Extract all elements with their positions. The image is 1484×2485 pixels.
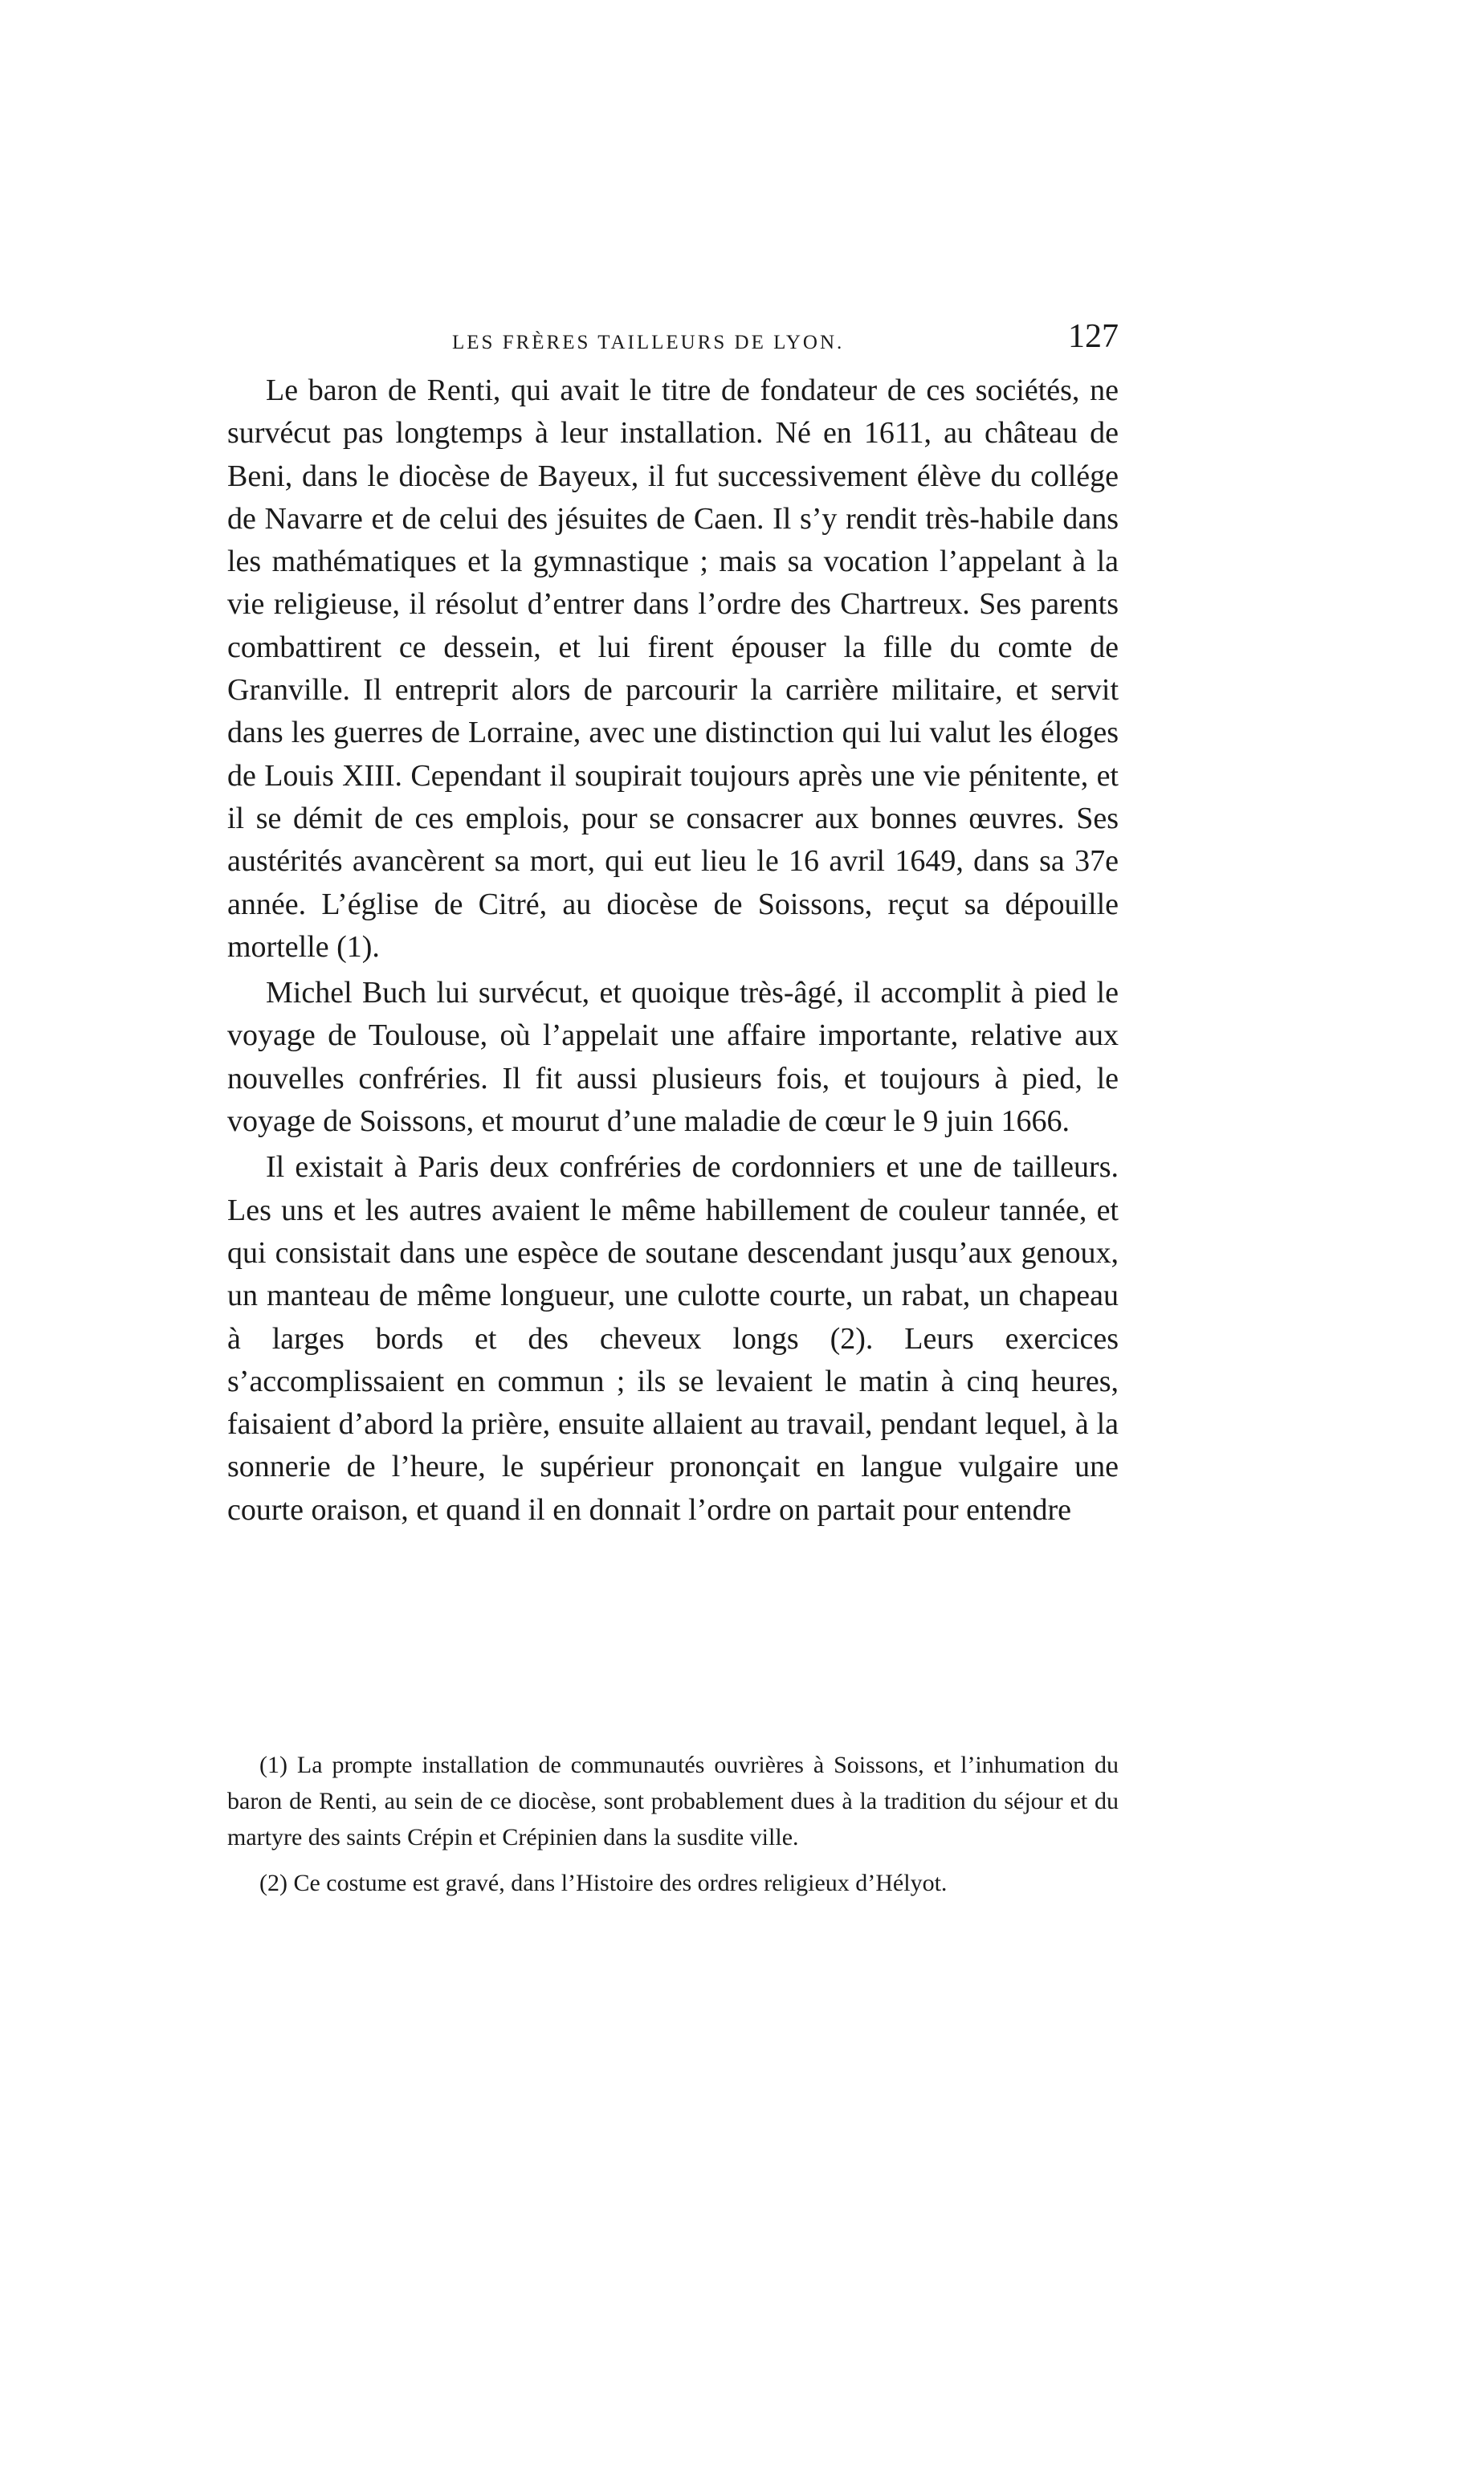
page-number: 127 xyxy=(1068,318,1119,355)
paragraph-michel-buch: Michel Buch lui survécut, et quoique très-âgé, il accomplit à pied le voyage de Toulouse, où l’appelait une affaire importante, relative aux nouvelles confréries. Il fit aussi plusieurs fois, et toujours à pied, le voyage de Soissons, et mourut d’une maladie de cœur le 9 juin 1666. xyxy=(227,976,1119,1139)
paragraph-confreries-paris: Il existait à Paris deux confréries de cordonniers et une de tailleurs. Les uns et les autres avaient le même habillement de couleur tannée, et qui consistait dans une espèce de soutane descendant jusqu’aux genoux, un manteau de même longueur, une culotte courte, un rabat, un chapeau à larges bords et des cheveux longs (2). Leurs exercices s’accomplissaient en commun ; ils se levaient le matin à cinq heures, faisaient d’abord la prière, ensuite allaient au travail, pendant lequel, à la sonnerie de l’heure, le supérieur prononçait en langue vulgaire une courte oraison, et quand il en donnait l’ordre on partait pour entendre xyxy=(227,1150,1119,1527)
paragraph-baron-de-renti: Le baron de Renti, qui avait le titre de fondateur de ces sociétés, ne survécut pas longtemps à leur installation. Né en 1611, au château de Beni, dans le diocèse de Bayeux, il fut successivement élève du collége de Navarre et de celui des jésuites de Caen. Il s’y rendit très-habile dans les mathématiques et la gymnastique ; mais sa vocation l’appelant à la vie religieuse, il résolut d’entrer dans l’ordre des Chartreux. Ses parents combattirent ce dessein, et lui firent épouser la fille du comte de Granville. Il entreprit alors de parcourir la carrière militaire, et servit dans les guerres de Lorraine, avec une distinction qui lui valut les éloges de Louis XIII. Cependant il soupirait toujours après une vie pénitente, et il se démit de ces emplois, pour se consacrer aux bonnes œuvres. Ses austérités avancèrent sa mort, qui eut lieu le 16 avril 1649, dans sa 37e année. L’église de Citré, au diocèse de Soissons, reçut sa dépouille mortelle (1). xyxy=(227,373,1119,964)
running-head: LES FRÈRES TAILLEURS DE LYON. xyxy=(452,332,845,353)
footnote-2: (2) Ce costume est gravé, dans l’Histoire des ordres religieux d’Hélyot. xyxy=(259,1870,948,1896)
page-header xyxy=(227,317,1119,365)
footnotes xyxy=(227,1747,1119,1901)
body-text xyxy=(227,369,1119,1532)
footnote-1: (1) La prompte installation de communautés ouvrières à Soissons, et l’inhumation du baron de Renti, au sein de ce diocèse, sont probablement dues à la tradition du séjour et du martyre des saints Crépin et Crépinien dans la susdite ville. xyxy=(227,1752,1119,1850)
